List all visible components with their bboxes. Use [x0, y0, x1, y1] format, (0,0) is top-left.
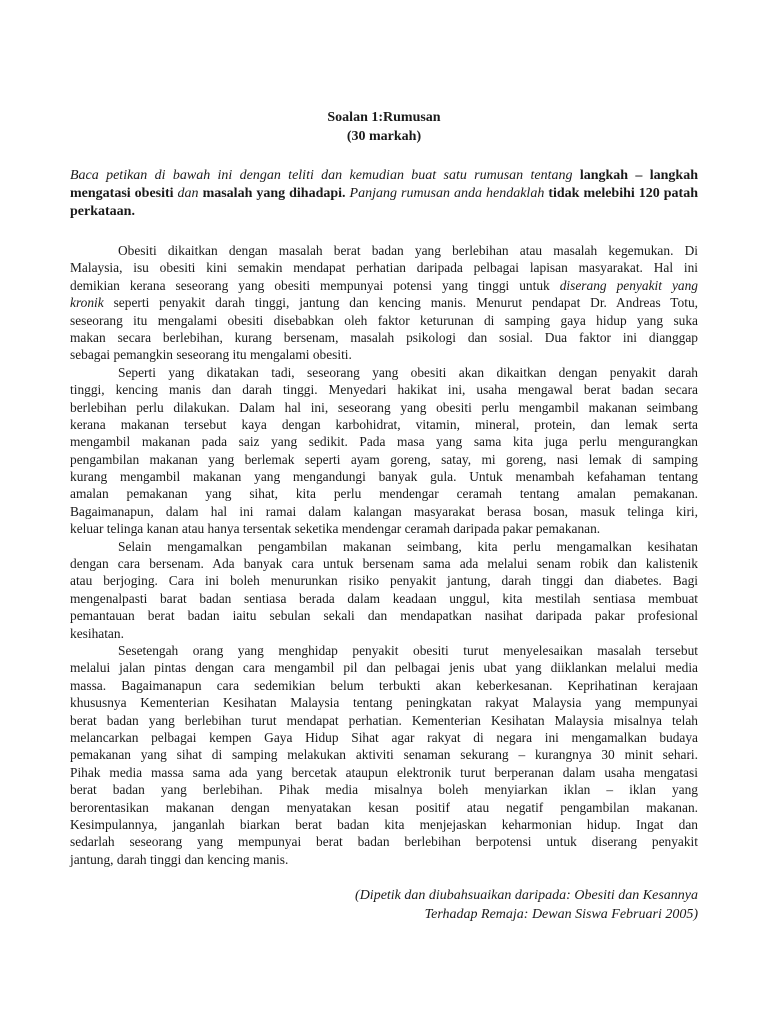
text-line: berorentasikan makanan dengan menyatakan kesan positif atau negatif pengambilan makanan.	[70, 799, 698, 815]
paragraph-4	[70, 642, 698, 868]
text-line: Obesiti dikaitkan dengan masalah berat badan yang berlebihan atau masalah kegemukan. Di	[118, 243, 698, 258]
paragraph-3	[70, 538, 698, 642]
document-page	[70, 108, 698, 924]
text-line: Selain mengamalkan pengambilan makanan seimbang, kita perlu mengamalkan kesihatan	[118, 538, 698, 554]
text-line: Pihak media massa sama ada yang bercetak ataupun elektronik turut berperanan dalam usaha mengatasi	[70, 764, 698, 780]
text-line: melalui jalan pintas dengan cara mengambil pil dan pelbagai jenis ubat yang diiklankan melalui media	[70, 660, 698, 676]
text-line: pemantauan berat badan iaitu sebulan sekali dan mendapatkan nasihat daripada pakar profesional	[70, 608, 698, 624]
citation-line: Terhadap Remaja: Dewan Siswa Februari 2005)	[424, 907, 698, 923]
question-title: Soalan 1:Rumusan	[327, 110, 441, 125]
text-line: keluar telinga kanan atau hanya tersentak seketika mendengar ceramah daripada pakar pemakanan.	[70, 521, 601, 537]
text-line: sebagai pemangkin seseorang itu mengalami obesiti.	[70, 347, 352, 363]
text-segment: seperti penyakit darah tinggi, jantung dan kencing manis. Menurut pendapat Dr. Andreas Totu,	[103, 295, 698, 311]
text-line: berat badan yang berlebihan turut mendapat perhatian. Kementerian Kesihatan Malaysia misalnya telah	[70, 712, 698, 728]
text-line	[70, 277, 698, 294]
text-line: Kesimpulannya, janganlah biarkan berat badan kita menjejaskan keharmonian hidup. Ingat dan	[70, 816, 698, 832]
text-line: pemakanan yang sihat di samping melakukan aktiviti senaman sekurang – kurangnya 30 minit sehari.	[70, 747, 698, 763]
text-line: mengambil makanan pada saiz yang sedikit. Pada masa yang sama kita juga perlu mengurangkan	[70, 434, 698, 450]
text-line: atau berjoging. Cara ini boleh menurunkan risiko penyakit jantung, darah tinggi dan diabetes. Bagi	[70, 573, 698, 589]
text-line: berlebihan perlu dilakukan. Dalam hal ini, seseorang yang obesiti perlu mengambil makanan seimbang	[70, 399, 698, 415]
italic-phrase: diserang penyakit yang	[559, 277, 698, 293]
instruction-emphasis: tidak melebihi 120 patah perkataan.	[70, 186, 699, 219]
text-line: Malaysia, isu obesiti kini semakin mendapat perhatian daripada pelbagai lapisan masyarakat. Hal ini	[70, 260, 698, 276]
text-line: Bagaimanapun, dalam hal ini ramai dalam kalangan masyarakat berasa bosan, masuk telinga kiri,	[70, 503, 698, 519]
text-line	[70, 294, 698, 311]
instruction-part: Panjang rumusan anda hendaklah	[345, 186, 549, 201]
text-line: melancarkan pelbagai kempen Gaya Hidup Sihat agar rakyat di negara ini mengamalkan budaya	[70, 729, 698, 745]
instruction-part: dan	[173, 186, 203, 201]
text-line: sedarlah seseorang yang mempunyai berat badan berlebihan berpotensi untuk diserang penyakit	[70, 834, 698, 850]
text-line: massa. Bagaimanapun cara sedemikian belum terbukti akan keberkesanan. Keprihatinan kerajaan	[70, 677, 698, 693]
citation-line: (Dipetik dan diubahsuaikan daripada: Obesiti dan Kesannya	[355, 888, 698, 904]
text-line: berat badan yang berlebihan. Pihak media misalnya boleh menyiarkan iklan – iklan yang	[70, 782, 698, 798]
source-citation	[70, 886, 698, 924]
italic-phrase: kronik	[70, 295, 104, 311]
text-line: kerana makanan tersebut kaya dengan karbohidrat, vitamin, mineral, protein, dan lemak serta	[70, 416, 698, 432]
text-line: kesihatan.	[70, 625, 124, 641]
question-header	[70, 108, 698, 146]
text-line: dengan cara bersenam. Ada banyak cara untuk bersenam sama ada melalui senam robik dan kalistenik	[70, 556, 698, 572]
text-line: khususnya Kementerian Kesihatan Malaysia tentang peningkatan rakyat Malaysia yang mempunyai	[70, 695, 698, 711]
text-line: pengambilan makanan yang berlemak seperti ayam goreng, satay, mi goreng, nasi lemak di samping	[70, 451, 698, 467]
question-marks: (30 markah)	[346, 129, 422, 144]
text-line: Sesetengah orang yang menghidap penyakit obesiti turut menyelesaikan masalah tersebut	[118, 642, 698, 658]
text-line: makan secara berlebihan, kurang bersenam, masalah psikologi dan sosial. Dua faktor ini dianggap	[70, 329, 698, 345]
instruction-emphasis: langkah – langkah mengatasi obesiti	[70, 168, 699, 201]
text-line: kurang mengambil makanan yang mengandungi banyak gula. Untuk menambah kefahaman tentang	[70, 469, 698, 485]
paragraph-1	[70, 242, 698, 364]
text-line: Seperti yang dikatakan tadi, seseorang yang obesiti akan dikaitkan dengan penyakit darah	[118, 364, 698, 380]
paragraph-2	[70, 364, 698, 538]
instruction-part: Baca petikan di bawah ini dengan teliti dan kemudian buat satu rumusan tentang	[70, 168, 580, 183]
passage	[70, 242, 698, 868]
text-line: amalan pemakanan yang sihat, kita perlu mendengar ceramah tentang amalan pemakanan.	[70, 486, 698, 502]
text-segment: demikian kerana seseorang yang obesiti mempunyai potensi yang tinggi untuk	[70, 277, 560, 293]
instruction-emphasis: masalah yang dihadapi.	[202, 186, 346, 201]
text-line: seseorang itu mengalami obesiti disebabkan oleh faktor keturunan di samping gaya hidup yang suka	[70, 312, 698, 328]
instruction-text	[70, 167, 698, 221]
text-line: tinggi, kencing manis dan darah tinggi. Menyedari hakikat ini, usaha mengawal berat badan secara	[70, 382, 698, 398]
text-line: mengenalpasti barat badan sentiasa berada dalam keadaan unggul, kita mestilah sentiasa membuat	[70, 590, 698, 606]
text-line: jantung, darah tinggi dan kencing manis.	[70, 851, 289, 867]
